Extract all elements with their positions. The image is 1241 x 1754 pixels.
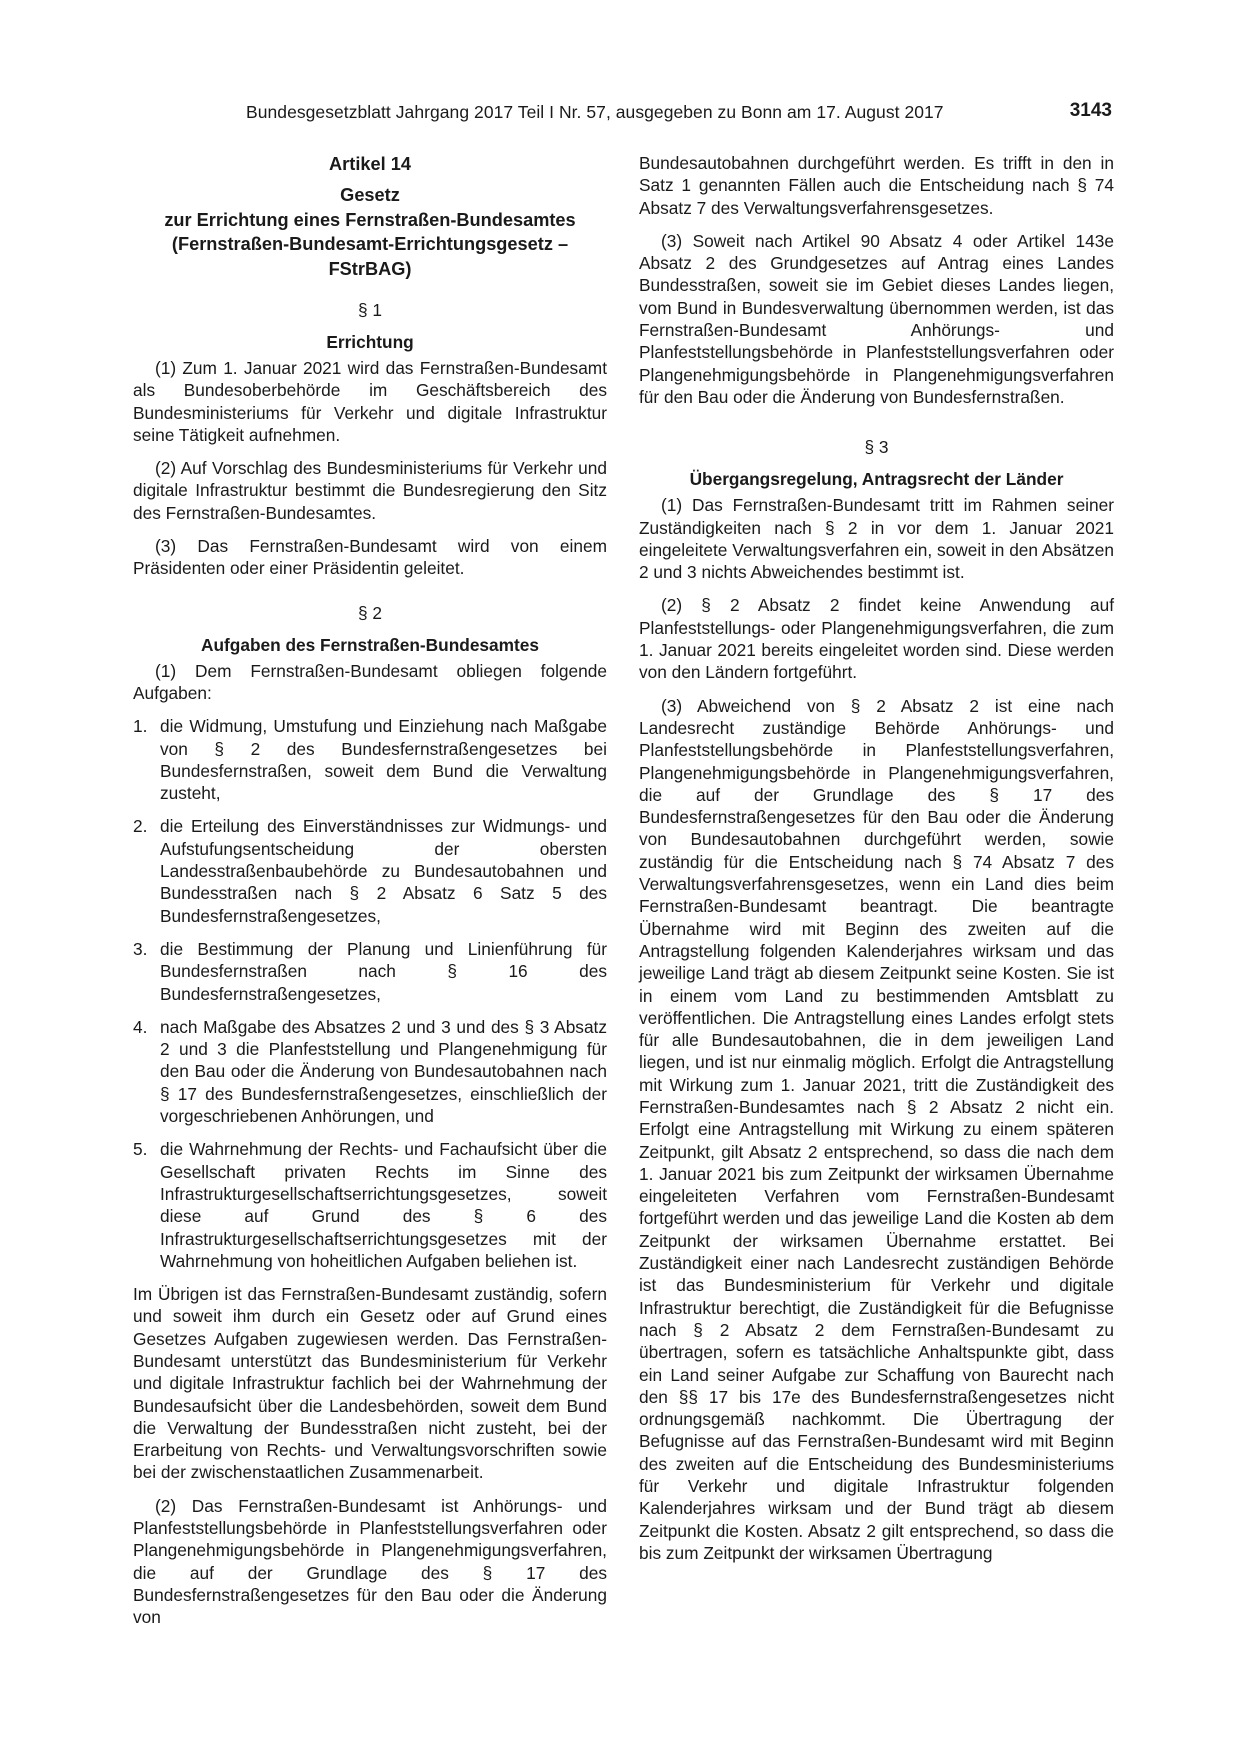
paragraph: (1) Das Fernstraßen-Bundesamt tritt im Rahmen seiner Zuständigkeiten nach § 2 in vor dem 1. Januar 2021 eingeleitete Verwaltungsverfahren ein, soweit in den Absätzen 2 und 3 nichts Abweichendes bestimmt ist. <box>639 495 1114 583</box>
list-item-number: 2. <box>133 816 148 837</box>
paragraph: (2) § 2 Absatz 2 findet keine Anwendung auf Planfeststellungs- oder Plangenehmigungsverfahren, die zum 1. Januar 2021 bereits eingeleitet worden sind. Diese werden von den Ländern fortgeführt. <box>639 595 1114 683</box>
task-list <box>133 715 607 1272</box>
running-header <box>246 100 1112 128</box>
left-column <box>133 152 607 1640</box>
paragraph: (2) Das Fernstraßen-Bundesamt ist Anhörungs- und Planfeststellungsbehörde in Planfeststellungsverfahren oder Plangenehmigungsbehörde in Plangenehmigungsverfahren, die auf der Grundlage des § 17 des Bundesfernstraßengesetzes für den Bau oder die Änderung von <box>133 1495 607 1628</box>
paragraph: Im Übrigen ist das Fernstraßen-Bundesamt zuständig, sofern und soweit ihm durch ein Gesetz oder auf Grund eines Gesetzes Aufgaben zugewiesen werden. Das Fernstraßen-Bundesamt unterstützt das Bundesministerium für Verkehr und digitale Infrastruktur fachlich bei der Wahrnehmung der Bundesaufsicht über die Landesbehörden, soweit dem Bund die Verwaltung der Bundesstraßen nicht zusteht, bei der Erarbeitung von Rechts- und Verwaltungsvorschriften sowie bei der zwischenstaatlichen Zusammenarbeit. <box>133 1284 607 1483</box>
article-number: Artikel 14 <box>329 154 411 174</box>
list-item <box>133 715 607 804</box>
list-item-number: 1. <box>133 716 148 737</box>
running-title: Bundesgesetzblatt Jahrgang 2017 Teil I Nr. 57, ausgegeben zu Bonn am 17. August 2017 <box>246 102 944 122</box>
paragraph: (3) Abweichend von § 2 Absatz 2 ist eine nach Landesrecht zuständige Behörde Anhörungs- und Planfeststellungsbehörde in Planfeststellungsverfahren, Plangenehmigungsbehörde in Plangenehmigungsverfahren, die auf der Grundlage des § 17 des Bundesfernstraßengesetzes für den Bau oder die Änderung von Bundesautobahnen durchgeführt werden, sowie zuständig für die Entscheidung nach § 74 Absatz 7 des Verwaltungsverfahrensgesetzes, wenn ein Land dies beim Fernstraßen-Bundesamt beantragt. Die beantragte Übernahme wird mit Beginn des zweiten auf die Antragstellung folgenden Kalenderjahres wirksam und das jeweilige Land trägt ab diesem Zeitpunkt seine Kosten. Sie ist in einem vom Land zu bestimmenden Amtsblatt zu veröffentlichen. Die Antragstellung eines Landes erfolgt stets für alle Bundesautobahnen, die in dem jeweiligen Land liegen, und ist nur einmalig möglich. Erfolgt die Antragstellung mit Wirkung zum 1. Januar 2021, tritt die Zuständigkeit des Fernstraßen-Bundesamtes nach § 2 Absatz 2 nicht ein. Erfolgt eine Antragstellung mit Wirkung zu einem späteren Zeitpunkt, gilt Absatz 2 entsprechend, so dass die nach dem 1. Januar 2021 bis zum Zeitpunkt der wirksamen Übernahme eingeleiteten Verfahren vom Fernstraßen-Bundesamt fortgeführt werden und das jeweilige Land die Kosten ab dem Zeitpunkt der wirksamen Übernahme erstattet. Bei Zuständigkeit einer nach Landesrecht zuständigen Behörde ist das Bundesministerium für Verkehr und digitale Infrastruktur berechtigt, die Zuständigkeit für die Befugnisse nach § 2 Absatz 2 dem Fernstraßen-Bundesamt zu übertragen, sofern es tatsächliche Anhaltspunkte gibt, dass ein Land seiner Aufgabe zur Schaffung von Baurecht nach den §§ 17 bis 17e des Bundesfernstraßengesetzes nicht ordnungsgemäß nachkommt. Die Übertragung der Befugnisse auf das Fernstraßen-Bundesamt wird mit Beginn des zweiten auf die Entscheidung des Bundesministeriums für Verkehr und digitale Infrastruktur folgenden Kalenderjahres wirksam und der Bund trägt ab diesem Zeitpunkt die Kosten. Absatz 2 gilt entsprechend, so dass die bis zum Zeitpunkt der wirksamen Übertragung <box>639 695 1114 1563</box>
paragraph: (1) Dem Fernstraßen-Bundesamt obliegen folgende Aufgaben: <box>133 660 607 703</box>
list-item <box>133 1138 607 1272</box>
law-title-line: (Fernstraßen-Bundesamt-Errichtungsgesetz – <box>171 234 569 254</box>
section-number: § 3 <box>864 437 889 458</box>
section-title: Aufgaben des Fernstraßen-Bundesamtes <box>200 634 539 655</box>
list-item-text: die Wahrnehmung der Rechts- und Fachaufsicht über die Gesellschaft privaten Rechts im Sinne des Infrastrukturgesellschaftserrichtungsgesetzes, soweit diese auf Grund des § 6 des Infrastrukturgesellschaftserrichtungsgesetzes mit der Wahrnehmung von hoheitlichen Aufgaben beliehen ist. <box>160 1139 607 1271</box>
paragraph: (2) Auf Vorschlag des Bundesministeriums für Verkehr und digitale Infrastruktur bestimmt die Bundesregierung den Sitz des Fernstraßen-Bundesamtes. <box>133 458 607 523</box>
paragraph: Bundesautobahnen durchgeführt werden. Es trifft in den in Satz 1 genannten Fällen auch die Entscheidung nach § 74 Absatz 7 des Verwaltungsverfahrensgesetzes. <box>639 153 1114 218</box>
paragraph: (1) Zum 1. Januar 2021 wird das Fernstraßen-Bundesamt als Bundesoberbehörde im Geschäftsbereich des Bundesministeriums für Verkehr und digitale Infrastruktur seine Tätigkeit aufnehmen. <box>133 358 607 445</box>
list-item-number: 4. <box>133 1016 148 1037</box>
section-title: Übergangsregelung, Antragsrecht der Länder <box>689 469 1064 490</box>
right-column <box>639 152 1114 1575</box>
law-title <box>133 183 607 281</box>
law-title-line: zur Errichtung eines Fernstraßen-Bundesamtes <box>164 209 576 230</box>
list-item-text: die Erteilung des Einverständnisses zur Widmungs- und Aufstufungsentscheidung der obersten Landesstraßenbaubehörde zu Bundesautobahnen und Bundesstraßen nach § 2 Absatz 6 Satz 5 des Bundesfernstraßengesetzes, <box>160 816 607 926</box>
list-item-text: nach Maßgabe des Absatzes 2 und 3 und des § 3 Absatz 2 und 3 die Planfeststellung und Plangenehmigung für den Bau oder die Änderung von Bundesautobahnen nach § 17 des Bundesfernstraßengesetzes, einschließlich der vorgeschriebenen Anhörungen, und <box>160 1016 607 1127</box>
law-title-line: FStrBAG) <box>328 258 412 279</box>
list-item <box>133 1016 607 1127</box>
section-title: Errichtung <box>326 332 414 352</box>
list-item-number: 3. <box>133 938 148 959</box>
list-item-text: die Bestimmung der Planung und Linienführung für Bundesfernstraßen nach § 16 des Bundesfernstraßengesetzes, <box>160 938 607 1004</box>
paragraph: (3) Das Fernstraßen-Bundesamt wird von einem Präsidenten oder einer Präsidentin geleitet. <box>133 536 607 579</box>
list-item-text: die Widmung, Umstufung und Einziehung nach Maßgabe von § 2 des Bundesfernstraßengesetzes bei Bundesfernstraßen, soweit dem Bund die Verwaltung zusteht, <box>160 716 607 804</box>
paragraph: (3) Soweit nach Artikel 90 Absatz 4 oder Artikel 143e Absatz 2 des Grundgesetzes auf Antrag eines Landes Bundesstraßen, soweit sie im Gebiet dieses Landes liegen, vom Bund in Bundesverwaltung übernommen werden, ist das Fernstraßen-Bundesamt Anhörungs- und Planfeststellungsbehörde in Planfeststellungsverfahren oder Plangenehmigungsbehörde in Plangenehmigungsverfahren für den Bau oder die Änderung von Bundesfernstraßen. <box>639 230 1114 407</box>
section-number: § 2 <box>357 602 383 623</box>
page-number: 3143 <box>1069 100 1112 121</box>
list-item <box>133 938 607 1005</box>
list-item <box>133 815 607 926</box>
law-title-line: Gesetz <box>340 185 400 205</box>
list-item-number: 5. <box>133 1139 148 1160</box>
section-number: § 1 <box>357 300 383 320</box>
